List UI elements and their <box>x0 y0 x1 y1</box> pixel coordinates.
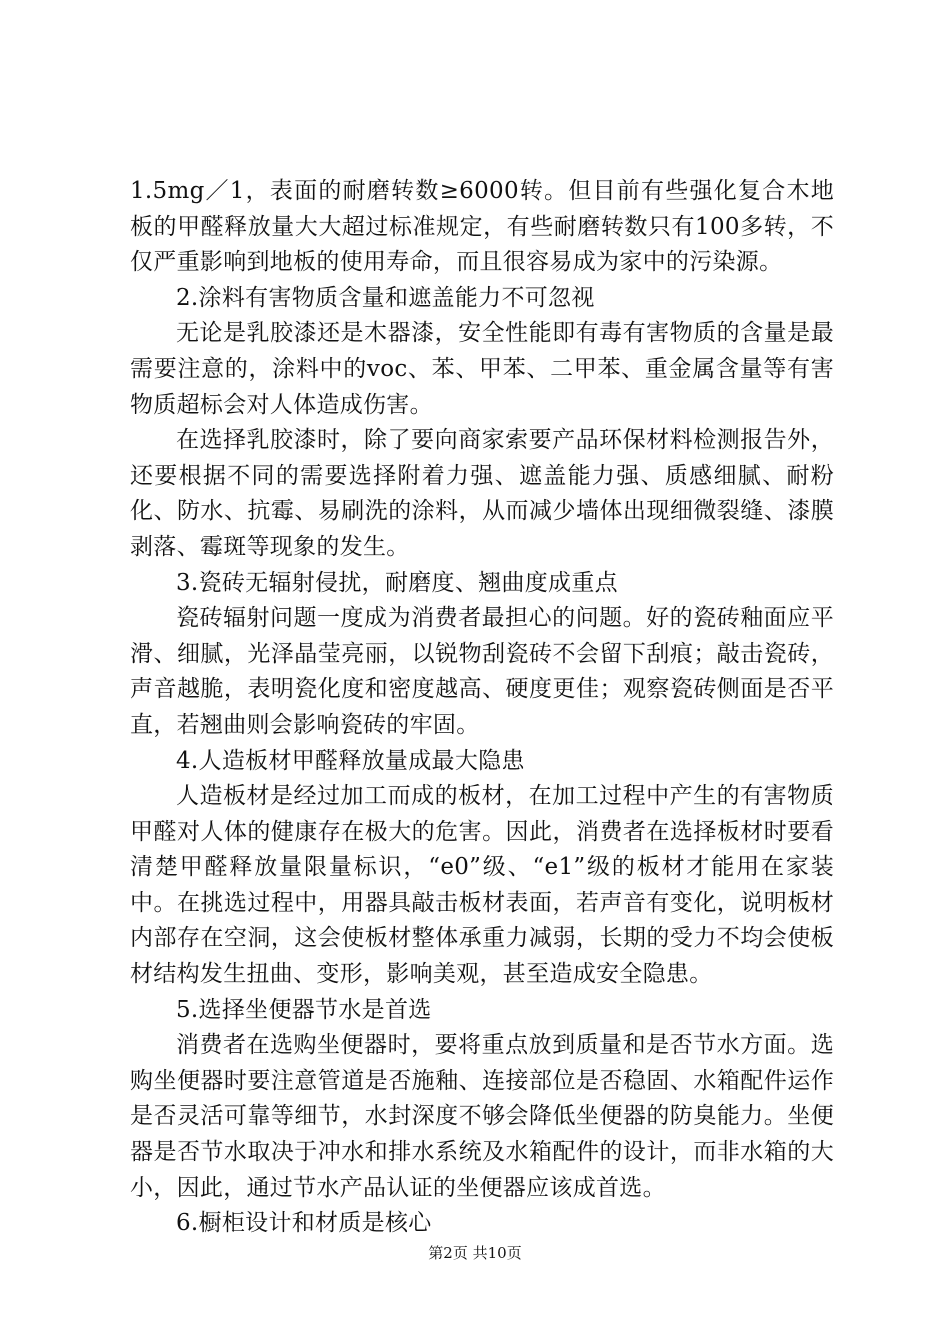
heading-tiles: 3.瓷砖无辐射侵扰，耐磨度、翘曲度成重点 <box>176 569 618 596</box>
paragraph-toilet: 消费者在选购坐便器时，要将重点放到质量和是否节水方面。选购坐便器时要注意管道是否施釉、连接部位是否稳固、水箱配件运作是否灵活可靠等细节，水封深度不够会降低坐便器的防臭能力。坐便器是否节水取决于冲水和排水系统及水箱配件的设计，而非水箱的大小，因此，通过节水产品认证的坐便器应该成首选。 <box>130 1032 834 1201</box>
heading-paint: 2.涂料有害物质含量和遮盖能力不可忽视 <box>176 284 595 311</box>
paragraph-latex-paint: 在选择乳胶漆时，除了要向商家索要产品环保材料检测报告外，还要根据不同的需要选择附着力强、遮盖能力强、质感细腻、耐粉化、防水、抗霉、易刷洗的涂料，从而减少墙体出现细微裂缝、漆膜剥落、霉斑等现象的发生。 <box>130 427 834 560</box>
paragraph-wood-panels: 人造板材是经过加工而成的板材，在加工过程中产生的有害物质甲醛对人体的健康存在极大的危害。因此，消费者在选择板材时要看清楚甲醛释放量限量标识，“e0”级、“e1”级的板材才能用在家装中。在挑选过程中，用器具敲击板材表面，若声音有变化，说明板材内部存在空洞，这会使板材整体承重力减弱，长期的受力不均会使板材结构发生扭曲、变形，影响美观，甚至造成安全隐患。 <box>130 783 834 988</box>
page-number-footer: 第2页 共10页 <box>428 1244 522 1262</box>
paragraph-tiles: 瓷砖辐射问题一度成为消费者最担心的问题。好的瓷砖釉面应平滑、细腻，光泽晶莹亮丽，以锐物刮瓷砖不会留下刮痕；敲击瓷砖，声音越脆，表明瓷化度和密度越高、硬度更佳；观察瓷砖侧面是否平直，若翘曲则会影响瓷砖的牢固。 <box>130 605 834 738</box>
heading-toilet: 5.选择坐便器节水是首选 <box>176 996 432 1023</box>
heading-cabinets: 6.橱柜设计和材质是核心 <box>176 1210 432 1237</box>
paragraph-paint-safety: 无论是乳胶漆还是木器漆，安全性能即有毒有害物质的含量是最需要注意的，涂料中的voc、苯、甲苯、二甲苯、重金属含量等有害物质超标会对人体造成伤害。 <box>130 320 834 418</box>
document-body <box>130 174 834 1242</box>
paragraph-flooring-continued: 1.5mg／1，表面的耐磨转数≥6000转。但目前有些强化复合木地板的甲醛释放量大大超过标准规定，有些耐磨转数只有100多转，不仅严重影响到地板的使用寿命，而且很容易成为家中的污染源。 <box>130 178 834 276</box>
heading-wood-panels: 4.人造板材甲醛释放量成最大隐患 <box>176 747 525 774</box>
